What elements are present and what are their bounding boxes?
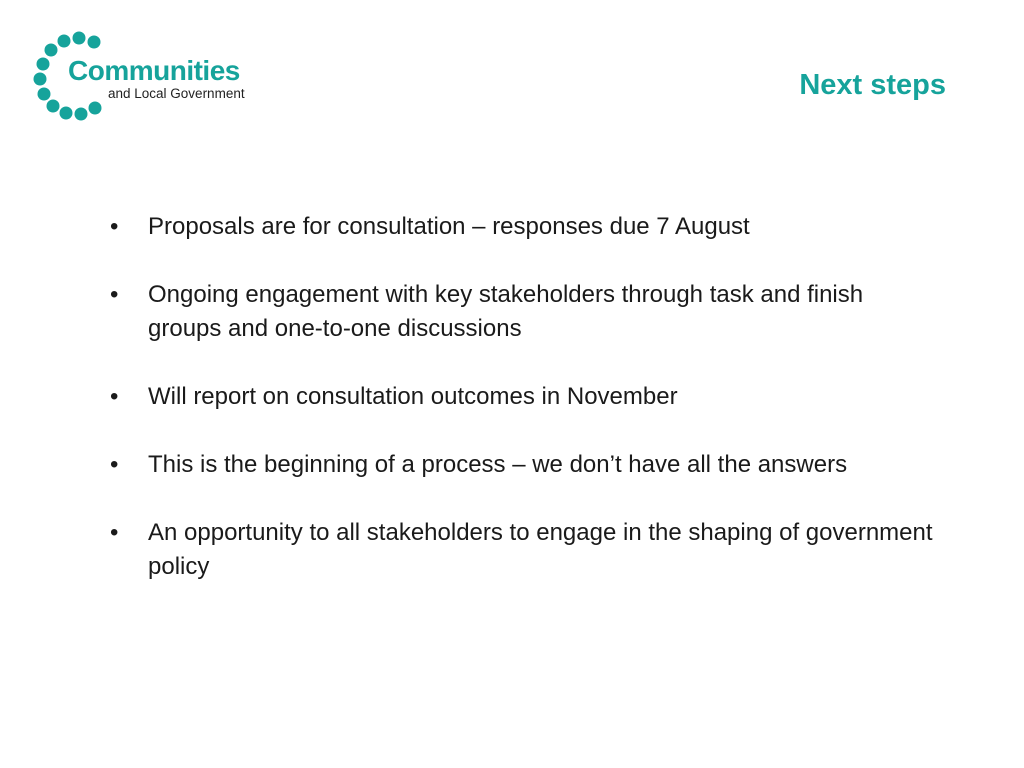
bullet-marker: • [110, 519, 119, 546]
slide-title: Next steps [799, 69, 946, 101]
bullet-item [104, 516, 934, 584]
bullet-item [104, 278, 934, 346]
bullet-text: Will report on consultation outcomes in November [148, 383, 678, 410]
bullet-marker: • [110, 281, 119, 308]
bullet-list [104, 210, 934, 618]
bullet-text: This is the beginning of a process – we don’t have all the answers [148, 451, 848, 478]
logo-subtitle: and Local Government [108, 86, 245, 101]
logo-title: Communities [68, 55, 240, 86]
bullet-text: Proposals are for consultation – responses due 7 August [148, 213, 750, 240]
bullet-marker: • [110, 451, 119, 478]
communities-logo [28, 28, 268, 124]
bullet-item [104, 448, 934, 482]
bullet-item [104, 210, 934, 244]
bullet-text: Ongoing engagement with key stakeholders through task and finish groups and one-to-one discussions [148, 281, 864, 342]
bullet-item [104, 380, 934, 414]
bullet-text: An opportunity to all stakeholders to engage in the shaping of government policy [148, 519, 933, 580]
bullet-marker: • [110, 383, 119, 410]
bullet-marker: • [110, 213, 119, 240]
